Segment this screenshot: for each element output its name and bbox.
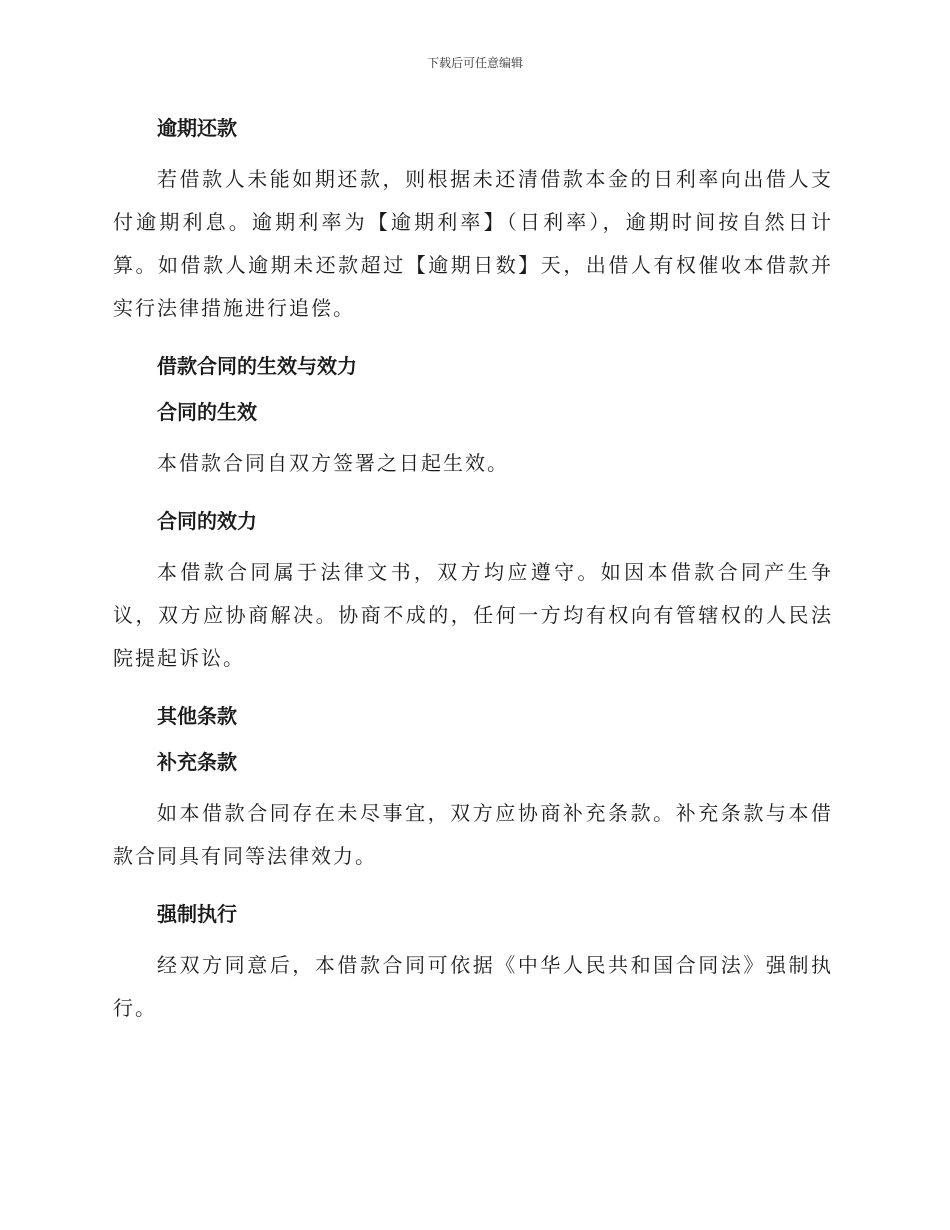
subsection-title-enforcement: 强制执行 [157, 902, 237, 926]
paragraph-effective: 本借款合同自双方签署之日起生效。 [157, 451, 509, 475]
subsection-title-validity: 合同的效力 [157, 509, 257, 533]
section-title-effect: 借款合同的生效与效力 [157, 354, 357, 378]
header-note: 下载后可任意编辑 [426, 56, 523, 70]
paragraph-overdue: 若借款人未能如期还款，则根据未还清借款本金的日利率向出借人支付逾期利息。逾期利率为【逾期利率】（日利率），逾期时间按自然日计算。如借款人逾期未还款超过【逾期日数】天，出借人有权催收本借款并实行法律措施进行追偿。 [113, 167, 833, 320]
paragraph-enforcement: 经双方同意后，本借款合同可依据《中华人民共和国合同法》强制执行。 [113, 953, 833, 1020]
paragraph-validity: 本借款合同属于法律文书，双方均应遵守。如因本借款合同产生争议，双方应协商解决。协商不成的，任何一方均有权向有管辖权的人民法院提起诉讼。 [113, 560, 833, 670]
paragraph-supplementary: 如本借款合同存在未尽事宜，双方应协商补充条款。补充条款与本借款合同具有同等法律效力。 [113, 801, 833, 868]
subsection-title-effective: 合同的生效 [157, 400, 257, 424]
document-body [113, 112, 833, 1030]
subsection-title-supplementary: 补充条款 [157, 750, 237, 774]
section-title-overdue: 逾期还款 [157, 116, 237, 140]
section-title-other: 其他条款 [157, 704, 237, 728]
